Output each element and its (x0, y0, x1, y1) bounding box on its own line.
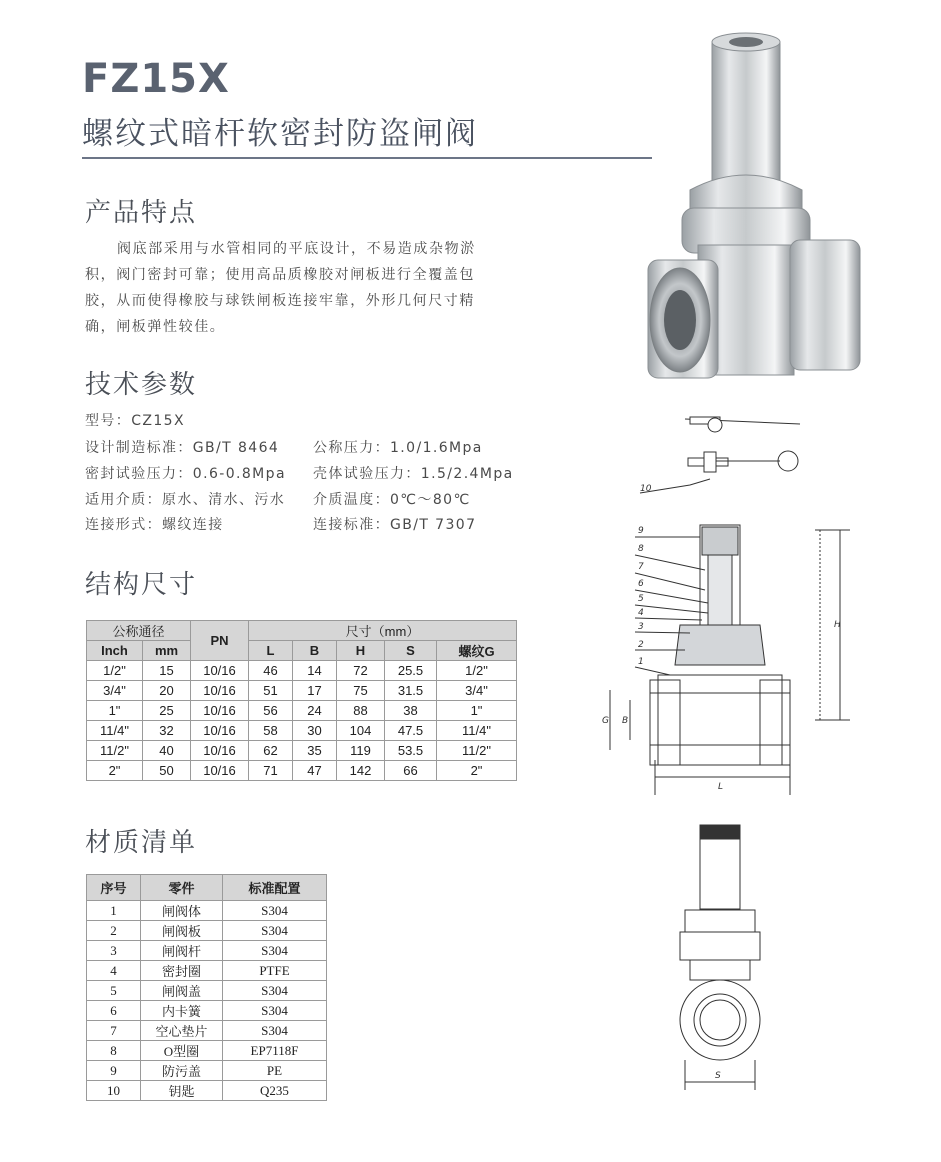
dim-label-l: L (718, 782, 724, 792)
table-cell: 3/4" (87, 681, 143, 701)
table-cell: 56 (249, 701, 293, 721)
table-cell: 11/2" (437, 741, 517, 761)
inch-header: Inch (87, 641, 143, 661)
h-header: H (337, 641, 385, 661)
table-cell: 钥匙 (141, 1081, 223, 1101)
table-cell: 闸阀杆 (141, 941, 223, 961)
table-cell: 30 (293, 721, 337, 741)
table-cell: 40 (143, 741, 191, 761)
table-cell: 闸阀盖 (141, 981, 223, 1001)
table-row (87, 741, 517, 761)
materials-heading: 材质清单 (85, 828, 198, 858)
pn-header: PN (191, 621, 249, 661)
group-nominal-header: 公称通径 (87, 621, 191, 641)
table-cell: 20 (143, 681, 191, 701)
table-cell: 10/16 (191, 661, 249, 681)
part-label-1: 1 (638, 657, 644, 667)
product-model: FZ15X (82, 56, 230, 102)
spec-standard: 设计制造标准：GB/T 8464 (85, 440, 280, 456)
table-cell: 88 (337, 701, 385, 721)
table-cell: O型圈 (141, 1041, 223, 1061)
table-cell: 47 (293, 761, 337, 781)
table-cell: 50 (143, 761, 191, 781)
spec-model: 型号：CZ15X (85, 413, 185, 429)
table-cell: 4 (87, 961, 141, 981)
table-row (87, 921, 327, 941)
table-cell: 1/2" (87, 661, 143, 681)
table-cell: 142 (337, 761, 385, 781)
group-size-header: 尺寸（mm） (249, 621, 517, 641)
table-cell: 10 (87, 1081, 141, 1101)
table-cell: 35 (293, 741, 337, 761)
table-cell: 119 (337, 741, 385, 761)
features-text: 阀底部采用与水管相同的平底设计，不易造成杂物淤积，阀门密封可靠；使用高品质橡胶对闸板进行全覆盖包胶，从而使得橡胶与球铁闸板连接牢靠，外形几何尺寸精确，闸板弹性较佳。 (85, 241, 476, 335)
table-cell: S304 (223, 901, 327, 921)
std-header: 标准配置 (223, 875, 327, 901)
table-cell: 3 (87, 941, 141, 961)
table-cell: 104 (337, 721, 385, 741)
features-heading: 产品特点 (85, 198, 198, 228)
table-cell: 5 (87, 981, 141, 1001)
table-cell: 空心垫片 (141, 1021, 223, 1041)
dim-label-g: G (602, 716, 609, 726)
table-row (87, 661, 517, 681)
table-cell: 2" (437, 761, 517, 781)
side-view-drawing (655, 820, 795, 1095)
table-cell: 闸阀板 (141, 921, 223, 941)
table-row (87, 1041, 327, 1061)
table-cell: 32 (143, 721, 191, 741)
table-cell: 10/16 (191, 721, 249, 741)
table-cell: S304 (223, 981, 327, 1001)
table-cell: 7 (87, 1021, 141, 1041)
table-cell: 10/16 (191, 701, 249, 721)
dimensions-table (86, 620, 517, 781)
table-cell: 11/2" (87, 741, 143, 761)
part-label-7: 7 (638, 562, 644, 572)
table-row (87, 701, 517, 721)
title-divider (82, 157, 652, 159)
table-cell: 53.5 (385, 741, 437, 761)
table-cell: 密封圈 (141, 961, 223, 981)
dim-label-b: B (622, 716, 629, 726)
table-row (87, 941, 327, 961)
table-row (87, 901, 327, 921)
no-header: 序号 (87, 875, 141, 901)
table-cell: 62 (249, 741, 293, 761)
table-cell: 8 (87, 1041, 141, 1061)
table-cell: 66 (385, 761, 437, 781)
table-cell: 46 (249, 661, 293, 681)
table-cell: 2 (87, 921, 141, 941)
table-cell: 6 (87, 1001, 141, 1021)
product-title: 螺纹式暗杆软密封防盗闸阀 (82, 116, 478, 152)
table-cell: 25.5 (385, 661, 437, 681)
spec-temperature: 介质温度：0℃～80℃ (313, 492, 471, 508)
spec-medium: 适用介质：原水、清水、污水 (85, 492, 286, 508)
table-row (87, 981, 327, 1001)
table-cell: 内卡簧 (141, 1001, 223, 1021)
dim-label-s: S (715, 1071, 721, 1081)
table-cell: S304 (223, 1001, 327, 1021)
spec-seal-test: 密封试验压力：0.6-0.8Mpa (85, 466, 286, 482)
spec-connection: 连接形式：螺纹连接 (85, 517, 224, 533)
table-cell: Q235 (223, 1081, 327, 1101)
part-label-9: 9 (638, 526, 644, 536)
table-cell: 1" (437, 701, 517, 721)
s-header: S (385, 641, 437, 661)
table-cell: 1" (87, 701, 143, 721)
table-cell: 15 (143, 661, 191, 681)
dim-label-h: H (834, 620, 841, 630)
spec-pressure: 公称压力：1.0/1.6Mpa (313, 440, 483, 456)
part-label-8: 8 (638, 544, 644, 554)
part-label-5: 5 (638, 594, 644, 604)
table-cell: S304 (223, 941, 327, 961)
spec-connection-standard: 连接标准：GB/T 7307 (313, 517, 477, 533)
table-row (87, 1061, 327, 1081)
table-cell: S304 (223, 921, 327, 941)
table-cell: 11/4" (87, 721, 143, 741)
spec-shell-test: 壳体试验压力：1.5/2.4Mpa (313, 466, 514, 482)
b-header: B (293, 641, 337, 661)
table-cell: 防污盖 (141, 1061, 223, 1081)
mm-header: mm (143, 641, 191, 661)
part-label-10: 10 (640, 484, 652, 494)
table-row (87, 721, 517, 741)
table-row (87, 961, 327, 981)
l-header: L (249, 641, 293, 661)
part-header: 零件 (141, 875, 223, 901)
table-cell: 51 (249, 681, 293, 701)
valve-photo (630, 30, 870, 400)
table-cell: 31.5 (385, 681, 437, 701)
table-cell: 9 (87, 1061, 141, 1081)
part-label-2: 2 (638, 640, 644, 650)
section-drawing (590, 515, 860, 805)
table-cell: 10/16 (191, 741, 249, 761)
table-row (87, 1081, 327, 1101)
table-cell: 14 (293, 661, 337, 681)
dimensions-heading: 结构尺寸 (85, 570, 198, 600)
part-label-4: 4 (638, 608, 644, 618)
table-cell: 17 (293, 681, 337, 701)
table-cell: 10/16 (191, 761, 249, 781)
key-drawing (630, 405, 830, 505)
table-cell: 47.5 (385, 721, 437, 741)
table-cell: PE (223, 1061, 327, 1081)
table-cell: 闸阀体 (141, 901, 223, 921)
table-row (87, 761, 517, 781)
table-cell: 2" (87, 761, 143, 781)
table-cell: 75 (337, 681, 385, 701)
part-label-6: 6 (638, 579, 644, 589)
table-cell: 58 (249, 721, 293, 741)
specs-heading: 技术参数 (85, 370, 198, 400)
table-cell: 11/4" (437, 721, 517, 741)
table-cell: 10/16 (191, 681, 249, 701)
g-header: 螺纹G (437, 641, 517, 661)
table-cell: EP7118F (223, 1041, 327, 1061)
table-cell: 38 (385, 701, 437, 721)
table-cell: 25 (143, 701, 191, 721)
table-cell: 71 (249, 761, 293, 781)
table-cell: 3/4" (437, 681, 517, 701)
part-label-3: 3 (638, 622, 644, 632)
table-row (87, 1021, 327, 1041)
table-row (87, 681, 517, 701)
table-cell: 72 (337, 661, 385, 681)
table-row (87, 1001, 327, 1021)
table-cell: 24 (293, 701, 337, 721)
materials-table (86, 874, 327, 1101)
table-cell: 1 (87, 901, 141, 921)
table-cell: 1/2" (437, 661, 517, 681)
table-cell: PTFE (223, 961, 327, 981)
table-cell: S304 (223, 1021, 327, 1041)
